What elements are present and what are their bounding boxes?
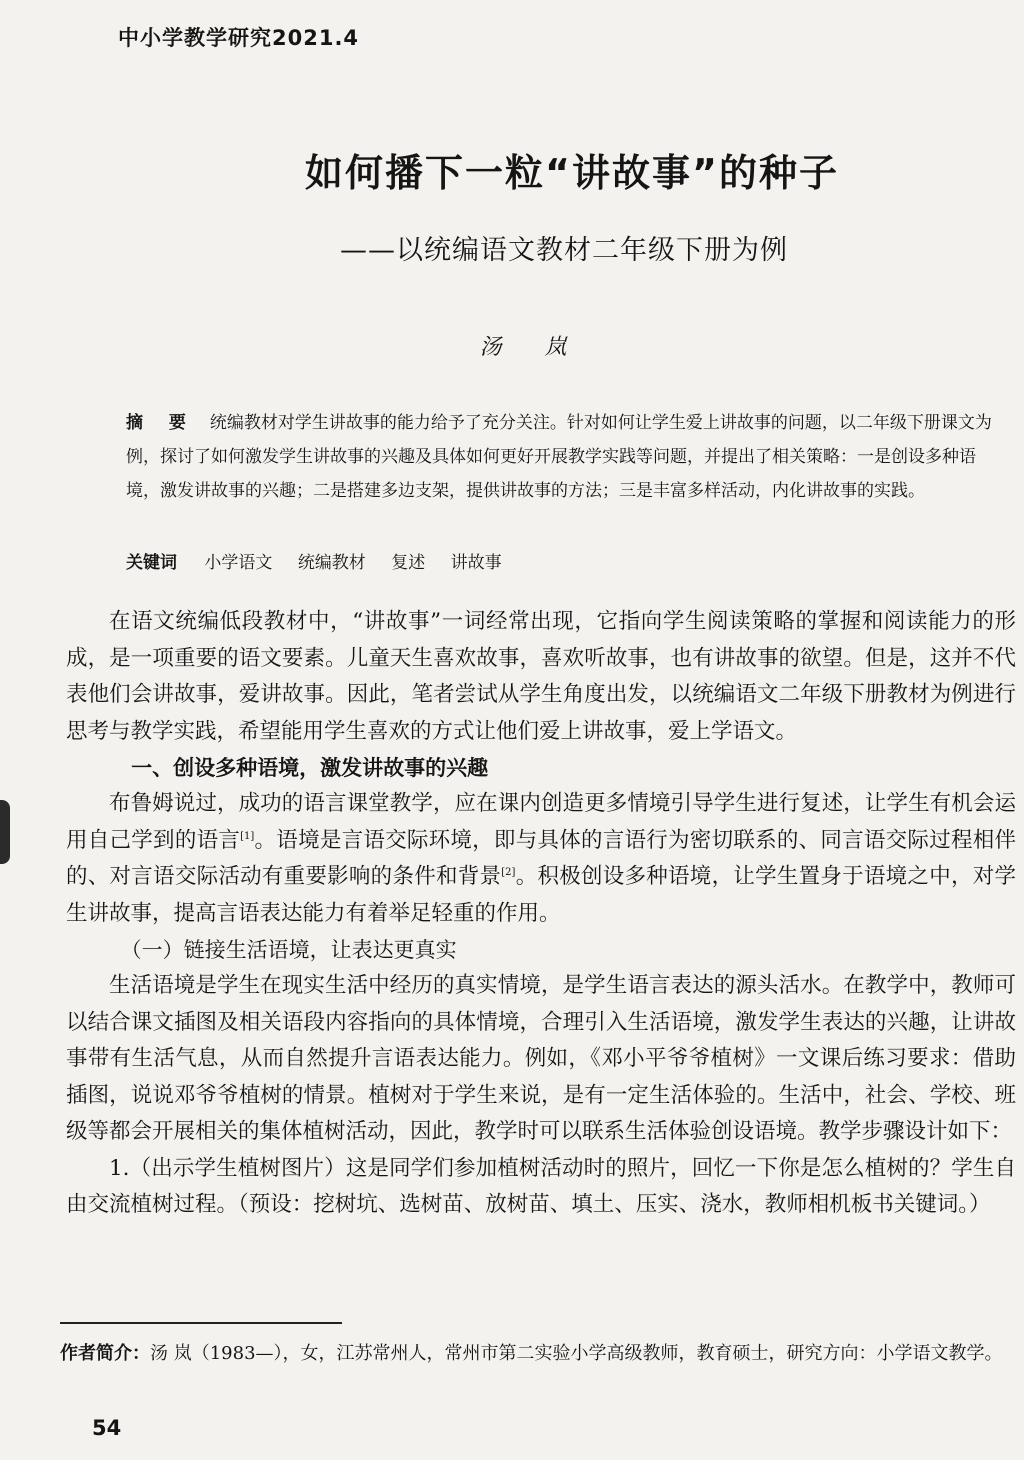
section-heading: 一、创设多种语境，激发讲故事的兴趣 [131,756,489,780]
body-paragraph: 生活语境是学生在现实生活中经历的真实情境，是学生语言表达的源头活水。在教学中，教师可以结合课文插图及相关语段内容指向的具体情境，合理引入生活语境，激发学生表达的兴趣，让讲故事带有生活气息，从而自然提升言语表达能力。例如，《邓小平爷爷植树》一文课后练习要求：借助插图，说说邓爷爷植树的情景。植树对于学生来说，是有一定生活体验的。生活中，社会、学校、班级等都会开展相关的集体植树活动，因此，教学时可以联系生活体验创设语境。教学步骤设计如下： [66,973,1016,1144]
keyword: 讲故事 [450,553,502,573]
citation-ref: [2] [501,866,516,878]
citation-ref: [1] [240,830,255,842]
keyword: 复述 [391,553,426,573]
article-title: 如何播下一粒“讲故事”的种子 [305,151,839,195]
keyword: 小学语文 [204,553,273,573]
paragraph-text: 布鲁姆说过，成功的语言课堂教学，应在课内创造更多情境引导学生进行复述，让学生有机会运用自己学到的语言 [66,791,1016,853]
binding-edge-mark [0,800,10,864]
abstract-text: 统编教材对学生讲故事的能力给予了充分关注。针对如何让学生爱上讲故事的问题，以二年级下册课文为例，探讨了如何激发学生讲故事的兴趣及具体如何更好开展教学实践等问题，并提出了相关策略：一是创设多种语境，激发讲故事的兴趣；二是搭建多边支架，提供讲故事的方法；三是丰富多样活动，内化讲故事的实践。 [126,413,992,501]
paragraph-text: 。语境是言语交际环境，即与具体的言语行为密切联系的、同言语交际过程相伴的、对言语交际活动有重要影响的条件和背景 [66,827,1016,889]
page-number: 54 [92,1416,122,1440]
subsection-heading: （一）链接生活语境，让表达更真实 [120,938,457,962]
article-body [66,604,1016,1224]
paragraph-text: 。积极创设多种语境，让学生置身于语境之中，对学生讲故事，提高言语表达能力有着举足轻重的作用。 [66,864,1016,926]
keyword: 统编教材 [297,553,366,573]
abstract-label: 摘 要 [126,413,196,433]
article-subtitle: ——以统编语文教材二年级下册为例 [340,235,788,266]
footnote-text: 汤 岚（1983—），女，江苏常州人，常州市第二实验小学高级教师，教育硕士，研究方向：小学语文教学。 [150,1343,1003,1364]
abstract [126,406,1006,508]
body-paragraph: 1.（出示学生植树图片）这是同学们参加植树活动时的照片，回忆一下你是怎么植树的？学生自由交流植树过程。（预设：挖树坑、选树苗、放树苗、填土、压实、浇水，教师相机板书关键词。） [66,1155,1016,1217]
footnote-divider [60,1322,342,1324]
intro-paragraph: 在语文统编低段教材中，“讲故事”一词经常出现，它指向学生阅读策略的掌握和阅读能力的形成，是一项重要的语文要素。儿童天生喜欢故事，喜欢听故事，也有讲故事的欲望。但是，这并不代表他们会讲故事，爱讲故事。因此，笔者尝试从学生角度出发，以统编语文二年级下册教材为例进行思考与教学实践，希望能用学生喜欢的方式让他们爱上讲故事，爱上学语文。 [66,609,1016,744]
author-name: 汤 岚 [479,335,585,360]
footnote-label: 作者简介： [60,1343,150,1364]
running-head: 中小学教学研究2021.4 [118,26,360,50]
keywords-label: 关键词 [126,553,177,573]
body-paragraph [66,786,1016,932]
keywords [126,548,1006,573]
author-footnote [60,1338,1010,1370]
